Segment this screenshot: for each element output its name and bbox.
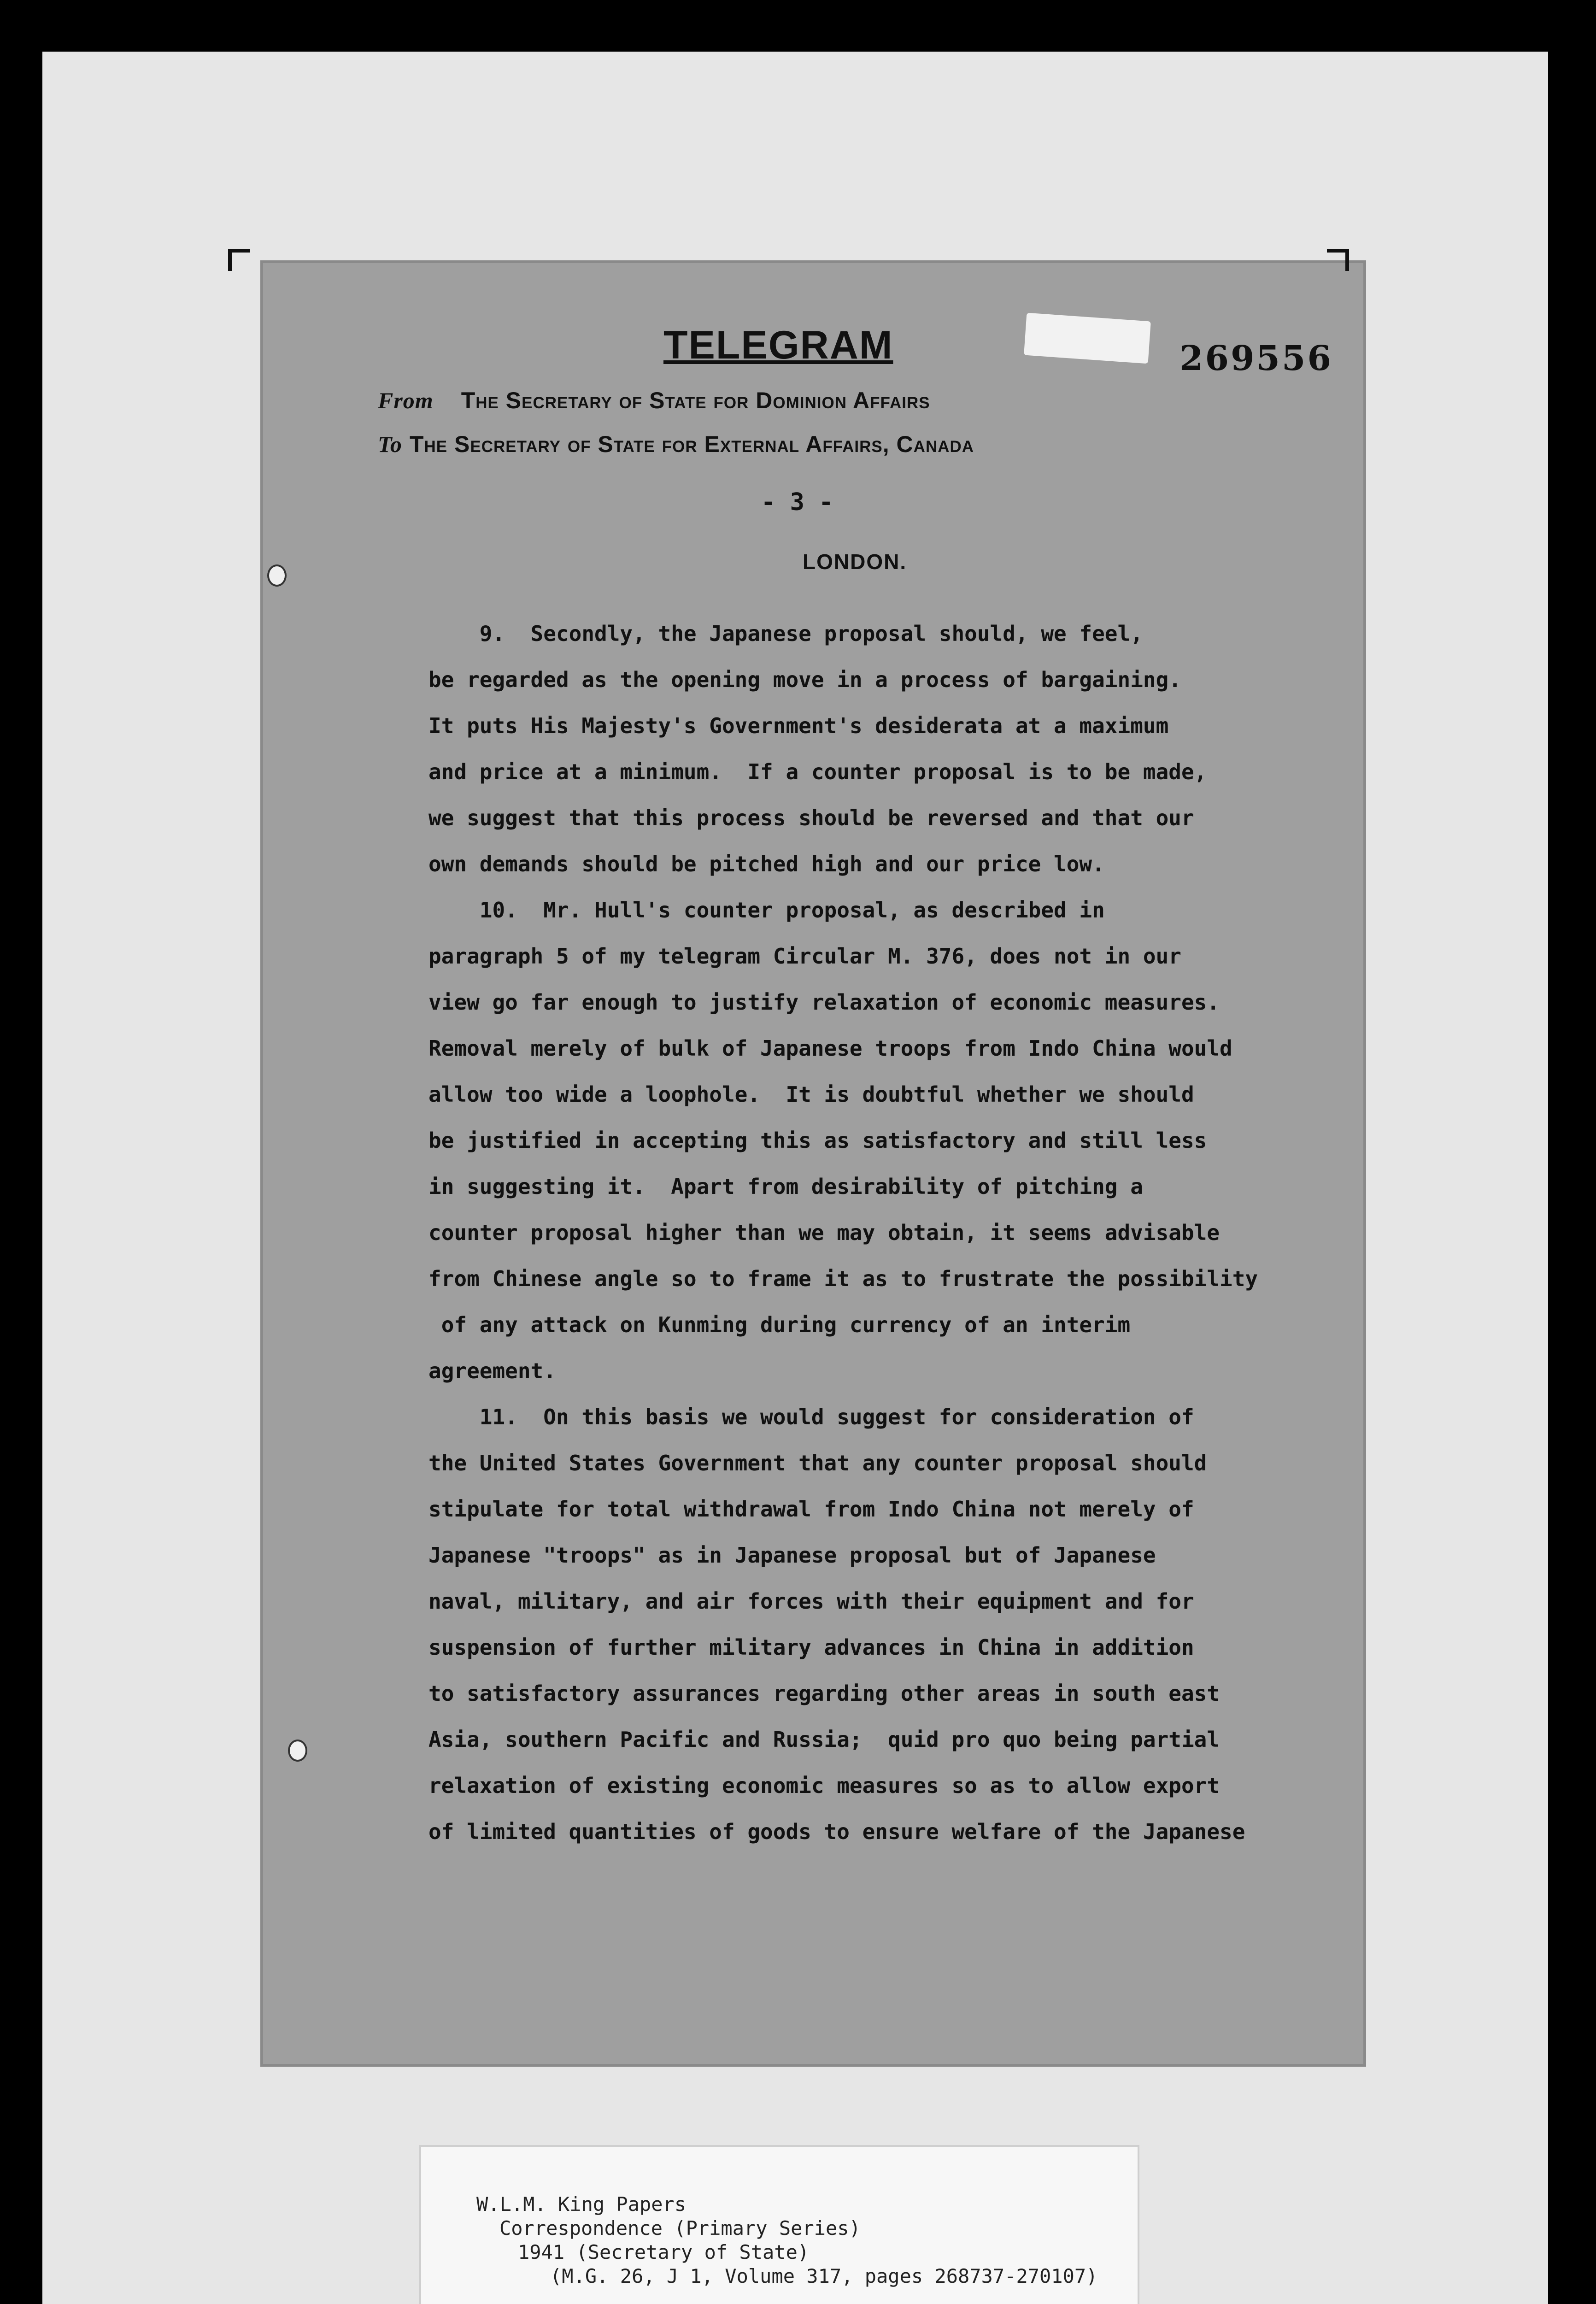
origin-city: LONDON. — [803, 550, 907, 574]
body-line: of limited quantities of goods to ensure welfare of the Japanese — [428, 1819, 1245, 1844]
punch-hole — [267, 564, 287, 587]
card-year: 1941 (Secretary of State) — [518, 2241, 810, 2263]
body-line: naval, military, and air forces with their equipment and for — [428, 1589, 1194, 1614]
page-number: - 3 - — [761, 488, 833, 516]
body-line: of any attack on Kunming during currency of an interim — [428, 1312, 1131, 1337]
card-series: Correspondence (Primary Series) — [499, 2217, 861, 2239]
card-reference: (M.G. 26, J 1, Volume 317, pages 268737-270107) — [550, 2265, 1098, 2287]
card-title: W.L.M. King Papers — [476, 2193, 687, 2216]
from-label: From — [378, 388, 434, 413]
body-line: agreement. — [428, 1358, 556, 1383]
body-line: be justified in accepting this as satisfactory and still less — [428, 1128, 1207, 1153]
body-line: we suggest that this process should be reversed and that our — [428, 805, 1194, 830]
from-value: The Secretary of State for Dominion Affairs — [461, 388, 930, 413]
body-line: from Chinese angle so to frame it as to frustrate the possibility — [428, 1266, 1258, 1291]
body-line: to satisfactory assurances regarding other areas in south east — [428, 1681, 1220, 1706]
body-line: allow too wide a loophole. It is doubtful whether we should — [428, 1082, 1194, 1107]
body-line: 10. Mr. Hull's counter proposal, as described in — [428, 898, 1105, 923]
body-line: the United States Government that any counter proposal should — [428, 1451, 1207, 1475]
from-line — [378, 387, 930, 414]
body-line: Japanese "troops" as in Japanese proposal but of Japanese — [428, 1543, 1156, 1568]
body-line: suspension of further military advances in China in addition — [428, 1635, 1194, 1660]
to-label: To — [378, 431, 402, 457]
body-line: Removal merely of bulk of Japanese troops from Indo China would — [428, 1036, 1232, 1061]
crop-mark — [228, 249, 250, 271]
body-line: 9. Secondly, the Japanese proposal should, we feel, — [428, 621, 1143, 646]
telegram-heading: TELEGRAM — [663, 323, 893, 367]
crop-mark — [1327, 249, 1349, 271]
body-line: and price at a minimum. If a counter proposal is to be made, — [428, 759, 1207, 784]
punch-hole — [288, 1740, 307, 1762]
body-line: It puts His Majesty's Government's desiderata at a maximum — [428, 713, 1169, 738]
body-line: 11. On this basis we would suggest for consideration of — [428, 1405, 1194, 1429]
to-value: The Secretary of State for External Affairs, Canada — [409, 431, 974, 457]
body-line: paragraph 5 of my telegram Circular M. 376, does not in our — [428, 944, 1181, 969]
body-line: view go far enough to justify relaxation of economic measures. — [428, 990, 1220, 1015]
body-line: Asia, southern Pacific and Russia; quid pro quo being partial — [428, 1727, 1220, 1752]
paper-label-patch — [1024, 313, 1151, 364]
telegram-body — [428, 611, 1350, 1855]
body-line: counter proposal higher than we may obtain, it seems advisable — [428, 1220, 1220, 1245]
index-card — [419, 2145, 1139, 2304]
body-line: in suggesting it. Apart from desirability of pitching a — [428, 1174, 1143, 1199]
to-line — [378, 431, 974, 458]
body-line: be regarded as the opening move in a process of bargaining. — [428, 667, 1181, 692]
body-line: own demands should be pitched high and our price low. — [428, 852, 1105, 876]
document-number: 269556 — [1179, 339, 1333, 378]
body-line: stipulate for total withdrawal from Indo China not merely of — [428, 1497, 1194, 1522]
body-line: relaxation of existing economic measures so as to allow export — [428, 1773, 1220, 1798]
